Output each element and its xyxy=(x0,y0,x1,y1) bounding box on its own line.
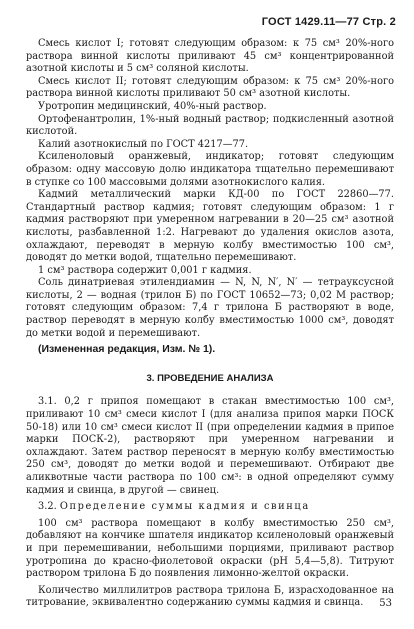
paragraph-orthophenanthroline: Ортофенантролин, 1%-ный водный раствор; подкисленный азотной кислотой. xyxy=(26,113,394,138)
paragraph-titration: 100 см³ раствора помещают в колбу вместимостью 250 см³, добавляют на кончике шпателя индикатор ксиленоловый оранжевый и при перемешивании, небольшими порциями, приливают раствор уротропина до красно-фиолетовой окраски (pH 5,4—5,8). Титруют раствором трилона Б до появления лимонно-желтой окраски. xyxy=(26,517,394,580)
paragraph-acid-mixture-2: Смесь кислот II; готовят следующим образом: к 75 см³ 20%-ного раствора винной кислоты приливают 50 см³ азотной кислоты. xyxy=(26,75,394,100)
section-title: 3. ПРОВЕДЕНИЕ АНАЛИЗА xyxy=(146,372,274,384)
paragraph-cadmium-standard: Кадмий металлический марки КД-00 по ГОСТ 22860—77. Стандартный раствор кадмия; готовят следующим образом: 1 г кадмия растворяют при умеренном нагревании в 20—25 см³ азотной кислоты, разбавленной 1:2. Нагревают до удаления окислов азота, охлаждают, переводят в мерную колбу вместимостью 100 см³, доводят до метки водой, тщательно перемешивают. xyxy=(26,189,394,264)
amendment-note: (Измененная редакция, Изм. № 1). xyxy=(38,343,216,356)
paragraph-trilon-b: Соль динатриевая этилендиамин — N, N, N′, N′ — тетрауксусной кислоты, 2 — водная (трилон Б) по ГОСТ 10652—73; 0,02 М раствор; готовят следующим образом: 7,4 г трилона Б растворяют в воде, раствор переводят в мерную колбу вместимостью 1000 см³, доводят до метки водой и перемешивают. xyxy=(26,277,394,339)
page-number: 53 xyxy=(379,598,392,609)
paragraph-3-1: 3.1. 0,2 г припоя помещают в стакан вместимостью 100 см³, приливают 10 см³ смеси кислот I (для анализа припоя марки ПОСК 50-18) или 10 см³ смеси кислот II (при определении кадмия в припое марки ПОСК-2), растворяют при умеренном нагревании и охлаждают. Затем раствор переносят в мерную колбу вместимостью 250 см³, доводят до метки водой и перемешивают. Отбирают две аликвотные части раствора по 100 см³: в одной определяют сумму кадмия и свинца, в другой — свинец. xyxy=(26,396,394,496)
paragraph-acid-mixture-1: Смесь кислот I; готовят следующим образом: к 75 см³ 20%-ного раствора винной кислоты приливают 45 см³ концентрированной азотной кислоты и 5 см³ соляной кислоты. xyxy=(26,38,394,75)
paragraph-cadmium-content: 1 см³ раствора содержит 0,001 г кадмия. xyxy=(38,264,252,276)
subsection-number: 3.2. xyxy=(38,501,57,513)
paragraph-xylenol-orange: Ксиленоловый оранжевый, индикатор; готовят следующим образом: одну массовую долю индикатора тщательно перемешивают в ступке со 100 массовыми долями азотнокислого калия. xyxy=(26,151,394,188)
page-header: ГОСТ 1429.11—77 Стр. 2 xyxy=(261,16,396,28)
document-body xyxy=(26,38,394,610)
paragraph-result: Количество миллилитров раствора трилона Б, израсходованное на титрование, эквивалентно содержанию суммы кадмия и свинца. xyxy=(26,584,394,609)
paragraph-urotropin: Уротропин медицинский, 40%-ный раствор. xyxy=(38,100,267,112)
subsection-label: Определение суммы кадмия и свинца xyxy=(59,501,310,513)
paragraph-potassium-nitrate: Калий азотнокислый по ГОСТ 4217—77. xyxy=(38,138,249,150)
paragraph-3-2 xyxy=(26,501,394,514)
